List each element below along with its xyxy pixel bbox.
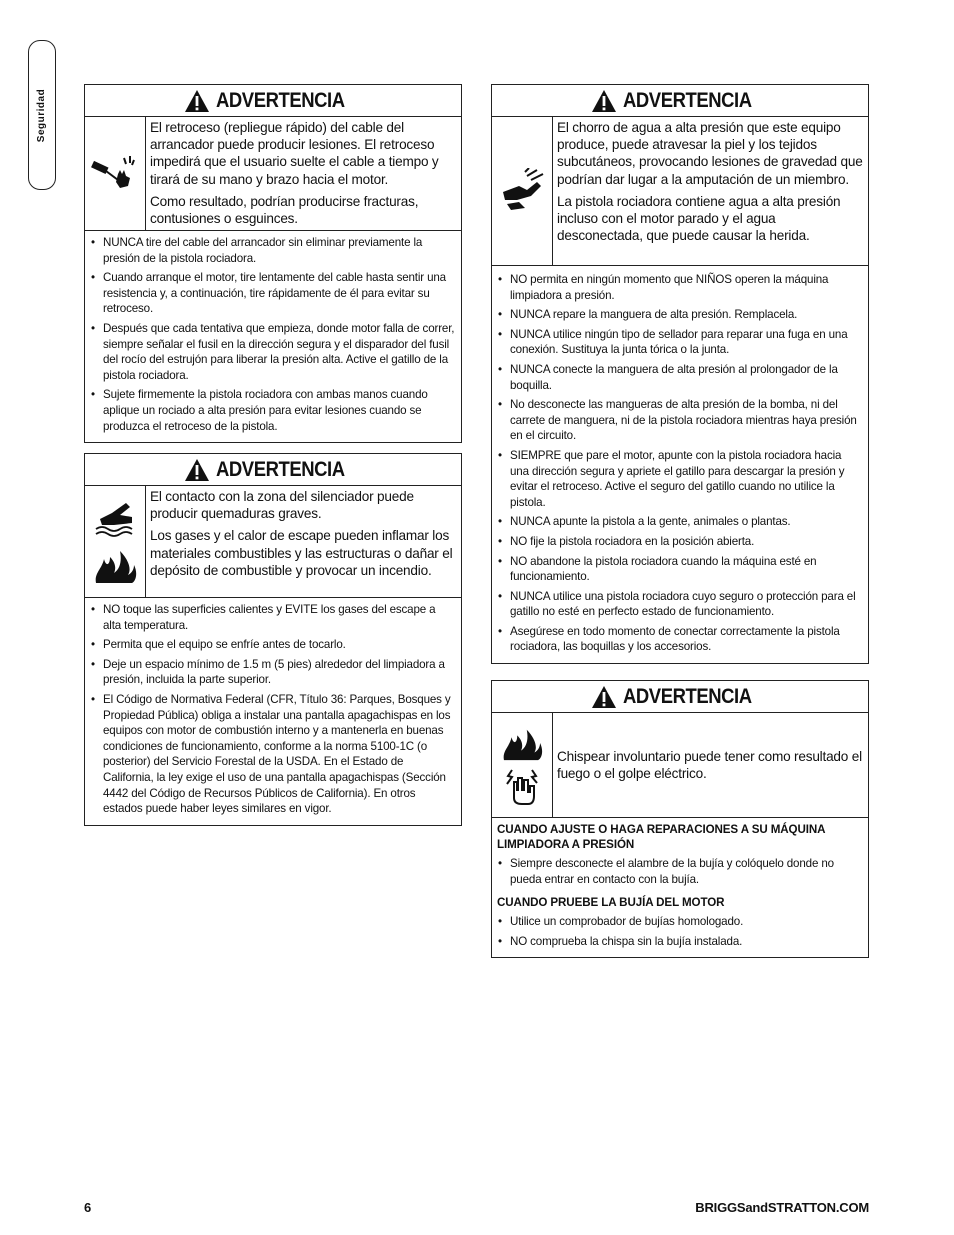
list-item: • SIEMPRE que pare el motor, apunte con la pistola rociadora hacia una dirección segura y apriete el gatillo para descargar la presión y evitar el retroceso. Active el seguro del gatillo cuando no utilice la pistola.: [497, 448, 863, 510]
warning-box-burn-fire: [84, 453, 462, 826]
hazard-paragraph: Como resultado, podrían producirse fracturas, contusiones o esguinces.: [150, 193, 419, 227]
warning-box-recoil: [84, 84, 462, 443]
fire-icon: [92, 545, 138, 585]
warning-header: [492, 681, 868, 713]
section-heading: CUANDO PRUEBE LA BUJÍA DEL MOTOR: [497, 896, 725, 910]
warning-box-spark: [491, 680, 869, 958]
hazard-text: [146, 117, 461, 230]
hazard-paragraph: El retroceso (repliegue rápido) del cable del arrancador puede producir lesiones. El retroceso impedirá que el usuario suelte el cable a tiempo y tirará de su mano y brazo hacia el motor.: [150, 120, 439, 187]
hazard-icon-cell: [492, 713, 553, 817]
precaution-list: [492, 266, 868, 663]
hazard-text: [553, 117, 868, 265]
warning-header: [492, 85, 868, 117]
hazard-paragraph: Chispear involuntario puede tener como resultado el fuego o el golpe eléctrico.: [557, 748, 862, 781]
list-item: • Cuando arranque el motor, tire lentamente del cable hasta sentir una resistencia y, a continuación, tire rápidamente de él para evitar su retroceso.: [90, 270, 456, 317]
warning-triangle-icon: [591, 89, 617, 113]
list-item: • Siempre desconecte el alambre de la bujía y colóquelo donde no pueda entrar en contacto con la bujía.: [497, 856, 863, 887]
hazard-paragraph: El chorro de agua a alta presión que este equipo produce, puede atravesar la piel y los tejidos subcutáneos, provocando lesiones de gravedad que podrían dar lugar a la amputación de un miembro.: [557, 120, 863, 187]
list-item: • NO permita en ningún momento que NIÑOS operen la máquina limpiadora a presión.: [497, 272, 863, 303]
list-item: • Asegúrese en todo momento de conectar correctamente la pistola rociadora, las boquillas y los accesorios.: [497, 624, 863, 655]
precaution-list: [85, 231, 461, 442]
list-item: • NUNCA repare la manguera de alta presión. Remplacela.: [497, 307, 863, 323]
hazard-row: [85, 486, 461, 598]
warning-title: ADVERTENCIA: [215, 88, 345, 112]
list-item: • NUNCA conecte la manguera de alta presión al prolongador de la boquilla.: [497, 362, 863, 393]
hazard-text: [146, 486, 461, 597]
list-item: • Después que cada tentativa que empieza, donde motor falla de correr, siempre señalar el fusil en la dirección segura y el disparador del fusil del rocío del estrujón para liberar la presión alta. Active el gatillo de la pistola rociadora.: [90, 321, 456, 383]
website-url: BRIGGSandSTRATTON.COM: [695, 1200, 869, 1215]
warning-header: [85, 85, 461, 117]
list-item: • NO comprueba la chispa sin la bujía instalada.: [497, 934, 863, 950]
hazard-paragraph: Los gases y el calor de escape pueden inflamar los materiales combustibles y las estructuras o dañar el depósito de combustible y provocar un incendio.: [150, 528, 453, 578]
spray-injection-icon: [497, 168, 547, 214]
list-item: • No desconecte las mangueras de alta presión de la bomba, ni del carrete de manguera, ni de la pistola rociadora mientras haya presión en el circuito.: [497, 397, 863, 444]
warning-triangle-icon: [184, 458, 210, 482]
warning-triangle-icon: [184, 89, 210, 113]
warning-box-high-pressure: [491, 84, 869, 664]
list-item: • Sujete firmemente la pistola rociadora con ambas manos cuando aplique un rociado a alta presión para evitar lesiones cuando se produzca el retroceso de la pistola.: [90, 387, 456, 434]
hazard-row: [85, 117, 461, 231]
hazard-icon-cell: [85, 486, 146, 597]
list-item: • NUNCA utilice ningún tipo de sellador para reparar una fuga en una conexión. Sustituya la junta tórica o la junta.: [497, 327, 863, 358]
list-item: • NO fije la pistola rociadora en la posición abierta.: [497, 534, 863, 550]
warning-title: ADVERTENCIA: [622, 88, 752, 112]
hazard-row: [492, 117, 868, 266]
warning-title: ADVERTENCIA: [622, 684, 752, 708]
hazard-row: [492, 713, 868, 818]
fire-icon: [498, 724, 546, 762]
list-item: • Deje un espacio mínimo de 1.5 m (5 pies) alrededor del limpiadora a presión, incluida la parte superior.: [90, 657, 456, 688]
precaution-list: [85, 598, 461, 825]
list-item: • NUNCA utilice una pistola rociadora cuyo seguro o protección para el gatillo no esté en perfecto estado de funcionamiento.: [497, 589, 863, 620]
page-number: 6: [84, 1200, 92, 1215]
hazard-paragraph: El contacto con la zona del silenciador puede producir quemaduras graves.: [150, 489, 414, 522]
warning-title: ADVERTENCIA: [215, 457, 345, 481]
hazard-text: [553, 713, 868, 817]
hazard-icon-cell: [85, 117, 146, 230]
precaution-list: [492, 854, 868, 887]
electric-shock-icon: [502, 768, 542, 806]
list-item: • Permita que el equipo se enfríe antes de tocarlo.: [90, 637, 456, 653]
warning-header: [85, 454, 461, 486]
list-item: • NO toque las superficies calientes y EVITE los gases del escape a alta temperatura.: [90, 602, 456, 633]
hazard-paragraph: La pistola rociadora contiene agua a alta presión incluso con el motor parado y el agua desconectada, que puede causar la herida.: [557, 193, 841, 244]
warning-triangle-icon: [591, 685, 617, 709]
list-item: • NO abandone la pistola rociadora cuando la máquina esté en funcionamiento.: [497, 554, 863, 585]
list-item: • NUNCA apunte la pistola a la gente, animales o plantas.: [497, 514, 863, 530]
section-heading: CUANDO AJUSTE O HAGA REPARACIONES A SU MÁQUINA LIMPIADORA A PRESIÓN: [497, 823, 825, 851]
section-side-tab: [28, 40, 56, 190]
list-item: • Utilice un comprobador de bujías homologado.: [497, 914, 863, 930]
side-tab-label: Seguridad: [36, 88, 48, 142]
hazard-icon-cell: [492, 117, 553, 265]
precaution-list: [492, 912, 868, 957]
recoil-hand-icon: [90, 152, 140, 196]
hot-surface-icon: [92, 499, 138, 539]
list-item: • NUNCA tire del cable del arrancador sin eliminar previamente la presión de la pistola rociadora.: [90, 235, 456, 266]
list-item: • El Código de Normativa Federal (CFR, Título 36: Parques, Bosques y Propiedad Pública) obliga a instalar una pantalla apagachispas en los equipos con motor de combustión interno y a mantenerla en buenas condiciones de funcionamiento, conforme a la norma 5100-1C (o posterior) del Servicio Forestal de la USDA. En el Estado de California, la ley exige el uso de una pantalla apagachispas (Sección 4442 del Código de Recursos Públicos de California). En otros estados puede haber leyes similares en vigor.: [90, 692, 456, 817]
